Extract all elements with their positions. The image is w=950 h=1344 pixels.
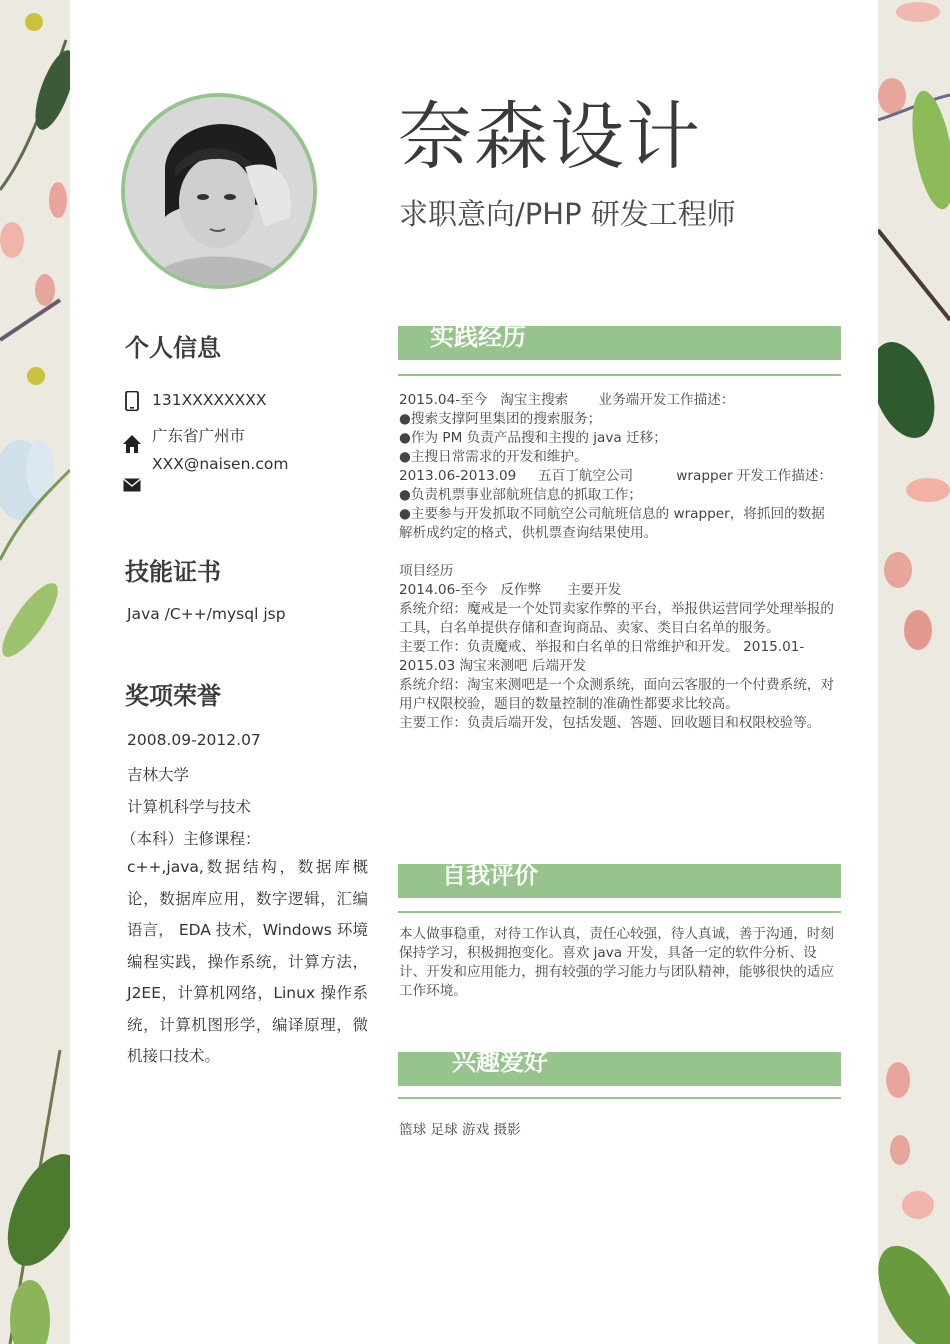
major-name: 计算机科学与技术 — [127, 798, 252, 816]
project-line: 主要工作：负责魔戒、举报和白名单的日常维护和开发。 2015.01-2015.03 淘宝来测吧 后端开发 — [399, 639, 805, 674]
floral-border-right — [878, 0, 950, 1344]
education-period: 2008.09-2012.07 — [127, 731, 261, 749]
self-evaluation-text: 本人做事稳重，对待工作认真，责任心较强，待人真诚，善于沟通，时刻保持学习，积极拥抱变化。喜欢 java 开发，具备一定的软件分析、设计、开发和应用能力，拥有较强的学习能力与团队精神，能够很快的适应工作环境。 — [399, 926, 834, 999]
job-intent: 求职意向/PHP 研发工程师 — [399, 197, 736, 231]
hobbies-heading: 兴趣爱好 — [452, 1048, 548, 1076]
self-evaluation-divider — [398, 911, 841, 913]
awards-heading: 奖项荣誉 — [125, 682, 221, 710]
project-line: 2014.06-至今 反作弊 主要开发 — [399, 582, 622, 598]
skills-heading: 技能证书 — [125, 558, 221, 586]
project-line: 系统介绍：魔戒是一个处罚卖家作弊的平台，举报供运营同学处理举报的工具，白名单提供存储和查询商品、卖家、类目白名单的服务。 — [399, 601, 834, 636]
home-icon — [123, 434, 141, 454]
experience-line: 2013.06-2013.09 五百丁航空公司 wrapper 开发工作描述： — [399, 468, 833, 484]
experience-heading: 实践经历 — [430, 323, 526, 351]
school-name: 吉林大学 — [127, 766, 190, 784]
personal-info-heading: 个人信息 — [125, 334, 221, 362]
address: 广东省广州市 — [152, 427, 246, 445]
hobbies-divider — [398, 1097, 841, 1099]
email-address: XXX@naisen.com — [152, 455, 289, 473]
project-label: 项目经历 — [399, 563, 454, 579]
experience-line: ●作为 PM 负责产品搜和主搜的 java 迁移； — [399, 430, 667, 446]
experience-content — [399, 391, 835, 733]
floral-border-left — [0, 0, 70, 1344]
experience-line: ●负责机票事业部航班信息的抓取工作； — [399, 487, 642, 503]
courses-list: c++,java,数据结构，数据库概论，数据库应用，数字逻辑，汇编语言， EDA 技术，Windows 环境编程实践，操作系统，计算方法，J2EE，计算机网络，Linux 操作系统，计算机图形学，编译原理，微机接口技术。 — [127, 858, 368, 1065]
hobbies-text: 篮球 足球 游戏 摄影 — [399, 1122, 521, 1138]
candidate-name: 奈森设计 — [398, 94, 702, 180]
experience-line: ●主要参与开发抓取不同航空公司航班信息的 wrapper，将抓回的数据解析成约定的格式，供机票查询结果使用。 — [399, 506, 825, 541]
courses-label: （本科）主修课程： — [121, 830, 261, 848]
experience-line: ●搜索支撑阿里集团的搜索服务； — [399, 411, 602, 427]
phone-number: 131XXXXXXXX — [152, 391, 267, 409]
skills-text: Java /C++/mysql jsp — [127, 605, 286, 623]
project-line: 主要工作：负责后端开发，包括发题、答题、回收题目和权限校验等。 — [399, 715, 821, 731]
experience-line: ●主搜日常需求的开发和维护。 — [399, 449, 588, 465]
project-line: 系统介绍：淘宝来测吧是一个众测系统，面向云客服的一个付费系统，对用户权限校验，题目的数量控制的准确性都要求比较高。 — [399, 677, 834, 712]
experience-line: 2015.04-至今 淘宝主搜索 业务端开发工作描述： — [399, 392, 735, 408]
profile-photo — [121, 93, 317, 289]
experience-divider — [398, 374, 841, 376]
phone-icon — [123, 391, 141, 411]
self-evaluation-heading: 自我评价 — [442, 861, 538, 889]
mail-icon — [123, 478, 141, 492]
